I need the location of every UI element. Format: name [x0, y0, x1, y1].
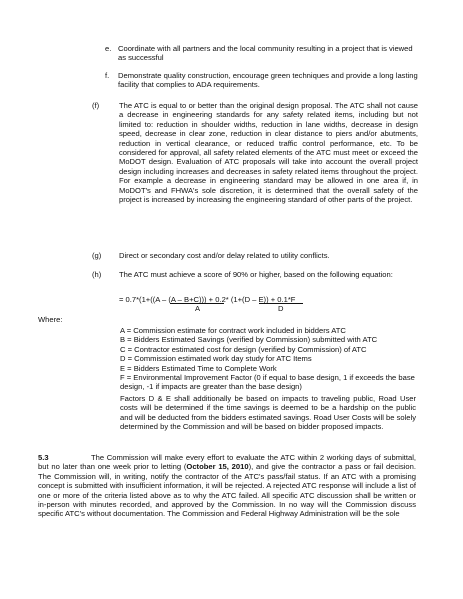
- where-label: Where:: [38, 315, 63, 324]
- section-number: 5.3: [38, 453, 49, 462]
- paragraph-text: Direct or secondary cost and/or delay related to utility conflicts.: [119, 251, 330, 260]
- paragraph-label: (f): [92, 101, 100, 110]
- list-item-f: [105, 71, 418, 90]
- section-text-part: ), and give the contractor a pass or fail decision. The Commission will, in writing, notify the contractor of the ATC's pass/fail status. If an ATC with a promising concept is submitted with insufficient information, it will be rejected. A rejected ATC response will include a list of one or more of the criteria listed above as to why the ATC failed. All specific ATC discussion shall be written or in-person with minutes recorded, and approved by the Commission. In no way will the Commission discuss specific ATC's without documentation. The Commission and Federal Highway Administration will be the sole: [38, 462, 416, 519]
- definition-item: D = Commission estimated work day study for ATC Items: [120, 354, 312, 364]
- definition-item: B = Bidders Estimated Savings (verified by Commission) submitted with ATC: [120, 335, 378, 345]
- list-item-text: Demonstrate quality construction, encourage green techniques and provide a long lasting facility that complies to ADA requirements.: [118, 71, 418, 90]
- section-text: [38, 453, 416, 519]
- equation-denominator-a: A: [195, 304, 201, 313]
- paragraph-text: The ATC is equal to or better than the original design proposal. The ATC shall not cause a decrease in engineering standards for any safety related items, including but not limited to: reduction in shoulder widths, reduction in lane widths, decrease in design speed, decrease in clear zone, reduction in clear distance to piers and/or abutments, reduction in vertical clearance, or reduced traffic control performance, etc. To be considered for approval, all safety related elements of the ATC must meet or exceed the MoDOT design. Evaluation of ATC proposals will take into account the overall project design including increases and decreases in safety related items throughout the project. For example a decrease in engineering standard may be allowed in one area if, in MoDOT's and FHWA's sole discretion, it is determined that the overall safety of the project is increased by increasing the engineering standard of other parts of the project.: [119, 101, 418, 205]
- paragraph-text: The ATC must achieve a score of 90% or higher, based on the following equation:: [119, 270, 393, 279]
- paragraph-f: [92, 101, 418, 204]
- equation-denominator-d: D: [278, 304, 284, 313]
- paragraph-h: [92, 270, 418, 279]
- paragraph-label: (g): [92, 251, 102, 260]
- factors-paragraph: Factors D & E shall additionally be based on impacts to traveling public, Road User costs will be determined if the time savings is deemed to be a hardship on the public and will be deducted from the bidders estimated savings. Road User Costs will be solely determined by the Commission and will be based on bidder proposed impacts.: [120, 394, 416, 432]
- definition-list: [120, 326, 420, 392]
- score-equation: = 0.7*(1+((A – (A – B+C))) + 0.2* (1+(D – E)) + 0.1*F: [119, 295, 296, 304]
- list-item-label: e.: [105, 44, 112, 53]
- definition-item: E = Bidders Estimated Time to Complete Work: [120, 363, 277, 373]
- letting-date: October 15, 2010: [186, 462, 249, 472]
- definition-item: C = Contractor estimated cost for design (verified by Commission) of ATC: [120, 344, 367, 354]
- definition-item: A = Commission estimate for contract work included in bidders ATC: [120, 326, 346, 335]
- list-item-text: Coordinate with all partners and the local community resulting in a project that is viewed as successful: [118, 44, 413, 63]
- section-5-3: [38, 453, 416, 519]
- definition-item: F = Environmental Improvement Factor (0 if equal to base design, 1 if exceeds the base design, -1 if impacts are greater than the base design): [120, 373, 415, 392]
- list-item-label: f.: [105, 71, 110, 80]
- list-item-e: [105, 44, 418, 63]
- section-text-part: The Commission will make every effort to evaluate the ATC within 2 working days of submittal, but no later than one week prior to letting (: [38, 453, 416, 472]
- paragraph-label: (h): [92, 270, 102, 279]
- paragraph-g: [92, 251, 418, 260]
